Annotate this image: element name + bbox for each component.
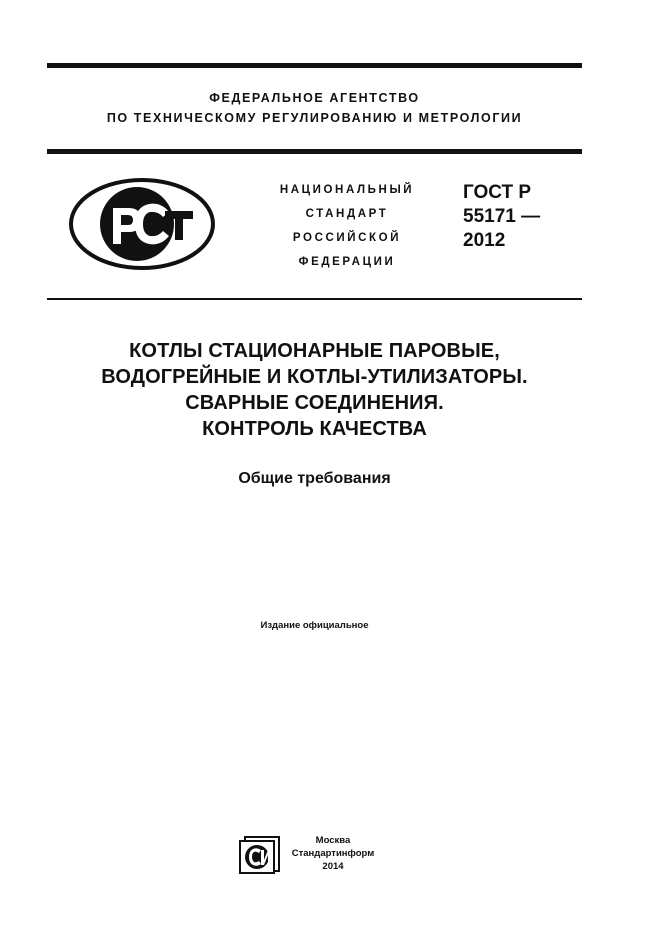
edition-note: Издание официальное (260, 620, 369, 631)
agency-line-1: ФЕДЕРАЛЬНОЕ АГЕНТСТВО (209, 91, 420, 105)
rst-emblem-icon (69, 178, 215, 270)
standard-type-block (262, 178, 432, 274)
designation-line-3: 2012 (463, 230, 506, 251)
top-rule (47, 63, 582, 68)
agency-line-2: ПО ТЕХНИЧЕСКОМУ РЕГУЛИРОВАНИЮ И МЕТРОЛОГИИ (106, 111, 523, 125)
publisher-year: 2014 (322, 861, 344, 872)
standard-type-line-2: СТАНДАРТ (305, 208, 389, 220)
standard-type-line-1: НАЦИОНАЛЬНЫЙ (279, 184, 415, 196)
standartinform-logo-icon (239, 836, 281, 874)
publisher-name: Стандартинформ (291, 848, 375, 859)
standard-type-line-4: ФЕДЕРАЦИИ (298, 256, 396, 268)
document-subtitle: Общие требования (238, 470, 391, 487)
document-title (47, 338, 582, 442)
standard-type-line-3: РОССИЙСКОЙ (292, 232, 402, 244)
publisher-block (290, 834, 376, 873)
title-line-4: КОНТРОЛЬ КАЧЕСТВА (202, 418, 427, 440)
designation-line-1: ГОСТ Р (463, 182, 532, 203)
header-rule (47, 149, 582, 154)
title-rule (47, 298, 582, 300)
title-line-3: СВАРНЫЕ СОЕДИНЕНИЯ. (185, 392, 444, 414)
title-line-2: ВОДОГРЕЙНЫЕ И КОТЛЫ-УТИЛИЗАТОРЫ. (101, 366, 528, 388)
title-line-1: КОТЛЫ СТАЦИОНАРНЫЕ ПАРОВЫЕ, (129, 340, 500, 362)
publisher-city: Москва (315, 835, 351, 846)
designation-line-2: 55171 — (463, 206, 541, 227)
standard-designation (463, 181, 540, 253)
